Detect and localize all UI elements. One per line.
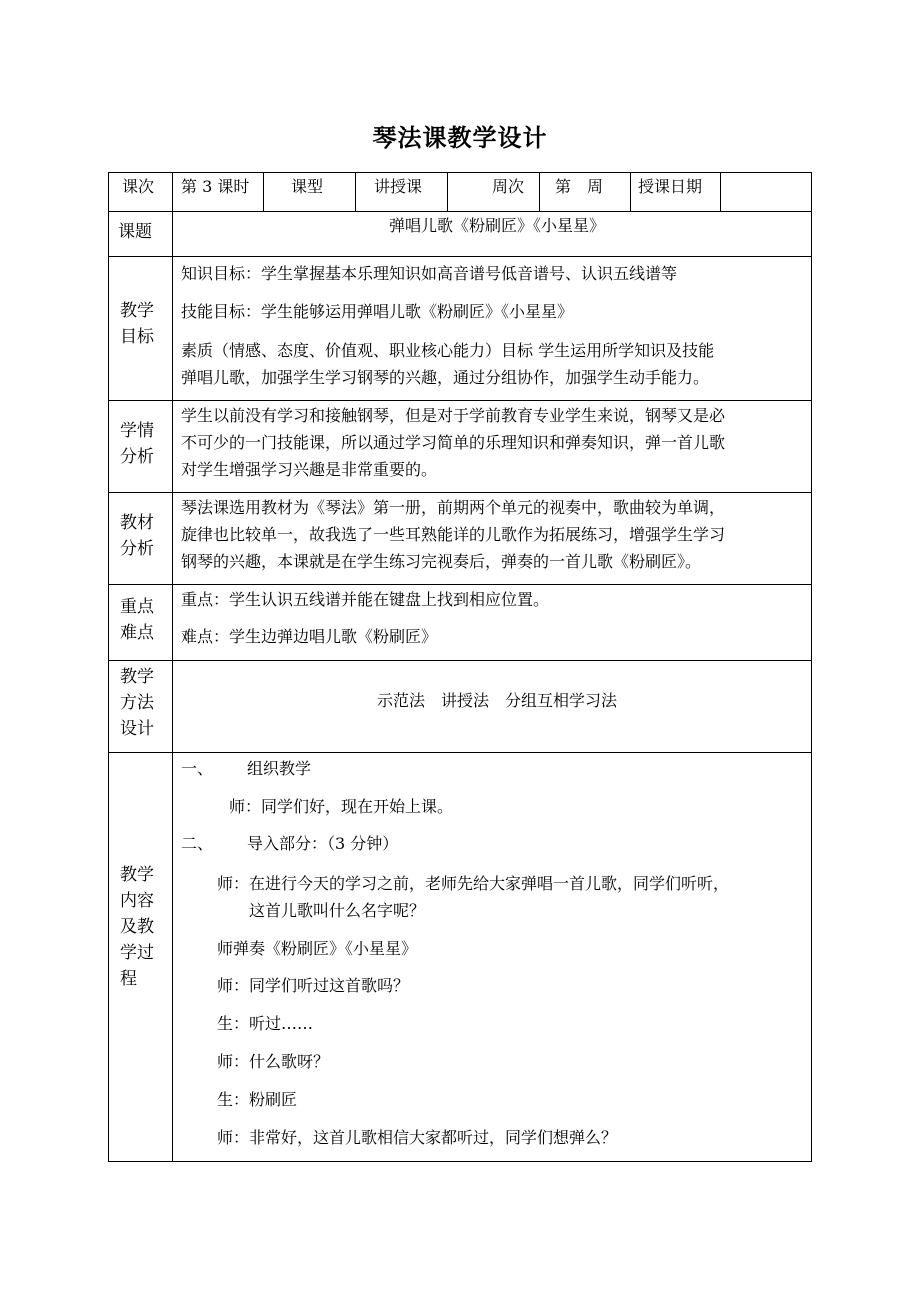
process-label: 教学内容及教学过程 xyxy=(120,865,154,989)
lesson-type-label: 课型 xyxy=(291,177,324,196)
dialogue-line: 师弹奏《粉刷匠》《小星星》 xyxy=(217,939,418,958)
lesson-number-label: 课次 xyxy=(122,177,155,196)
situation-label: 学情分析 xyxy=(120,421,154,467)
key-point: 重点：学生认识五线谱并能在键盘上找到相应位置。 xyxy=(181,590,550,609)
methods-value: 示范法 讲授法 分组互相学习法 xyxy=(377,691,618,710)
row-divider xyxy=(108,400,812,401)
dialogue-line: 师：同学们好，现在开始上课。 xyxy=(229,797,454,816)
row-divider xyxy=(108,660,812,661)
label-column-divider xyxy=(172,172,173,1162)
row-divider xyxy=(108,211,812,212)
row-divider xyxy=(108,492,812,493)
methods-label: 教学方法设计 xyxy=(120,667,154,739)
header-cell-divider xyxy=(355,172,356,211)
document-title: 琴法课教学设计 xyxy=(372,124,548,152)
header-cell-divider xyxy=(720,172,721,211)
material-label: 教材分析 xyxy=(120,513,154,559)
row-divider xyxy=(108,584,812,585)
lesson-type-value: 讲授课 xyxy=(374,177,423,196)
material-line: 琴法课选用教材为《琴法》第一册，前期两个单元的视奏中，歌曲较为单调， xyxy=(181,498,726,517)
keypoints-label: 重点难点 xyxy=(120,597,154,643)
dialogue-line: 这首儿歌叫什么名字呢？ xyxy=(249,901,426,920)
week-value: 第 周 xyxy=(555,177,604,196)
dialogue-line: 师：在进行今天的学习之前，老师先给大家弹唱一首儿歌，同学们听听， xyxy=(217,874,730,893)
dialogue-line: 生：粉刷匠 xyxy=(217,1090,298,1109)
section-number: 二、 xyxy=(181,834,214,853)
dialogue-line: 生：听过…… xyxy=(217,1014,314,1033)
header-cell-divider xyxy=(263,172,264,211)
skill-objective: 技能目标：学生能够运用弹唱儿歌《粉刷匠》《小星星》 xyxy=(181,302,574,321)
dialogue-line: 师：同学们听过这首歌吗？ xyxy=(217,976,410,995)
section-number: 一、 xyxy=(181,759,214,778)
section-title: 组织教学 xyxy=(247,759,312,778)
material-line: 旋律也比较单一，故我选了一些耳熟能详的儿歌作为拓展练习，增强学生学习 xyxy=(181,525,726,544)
row-divider xyxy=(108,752,812,753)
situation-line: 不可少的一门技能课，所以通过学习简单的乐理知识和弹奏知识，弹一首儿歌 xyxy=(181,433,726,452)
material-line: 钢琴的兴趣，本课就是在学生练习完视奏后，弹奏的一首儿歌《粉刷匠》。 xyxy=(181,552,702,571)
topic-value: 弹唱儿歌《粉刷匠》《小星星》 xyxy=(389,216,606,235)
header-cell-divider xyxy=(539,172,540,211)
knowledge-objective: 知识目标：学生掌握基本乐理知识如高音谱号低音谱号、认识五线谱等 xyxy=(181,264,678,283)
date-label: 授课日期 xyxy=(638,177,703,196)
dialogue-line: 师：非常好，这首儿歌相信大家都听过，同学们想弹么？ xyxy=(217,1128,618,1147)
quality-objective-line2: 弹唱儿歌，加强学生学习钢琴的兴趣，通过分组协作，加强学生动手能力。 xyxy=(181,368,710,387)
situation-line: 学生以前没有学习和接触钢琴，但是对于学前教育专业学生来说，钢琴又是必 xyxy=(181,406,726,425)
topic-label: 课题 xyxy=(118,222,152,242)
objectives-label: 教学目标 xyxy=(120,301,154,347)
section-title: 导入部分：（3 分钟） xyxy=(247,834,399,853)
lesson-number-value: 第 3 课时 xyxy=(181,177,250,196)
dialogue-line: 师：什么歌呀？ xyxy=(217,1052,330,1071)
situation-line: 对学生增强学习兴趣是非常重要的。 xyxy=(181,460,438,479)
header-cell-divider xyxy=(630,172,631,211)
header-cell-divider xyxy=(447,172,448,211)
row-divider xyxy=(108,256,812,257)
difficult-point: 难点：学生边弹边唱儿歌《粉刷匠》 xyxy=(181,627,438,646)
week-label: 周次 xyxy=(492,177,525,196)
quality-objective-line1: 素质（情感、态度、价值观、职业核心能力）目标 学生运用所学知识及技能 xyxy=(181,341,715,360)
